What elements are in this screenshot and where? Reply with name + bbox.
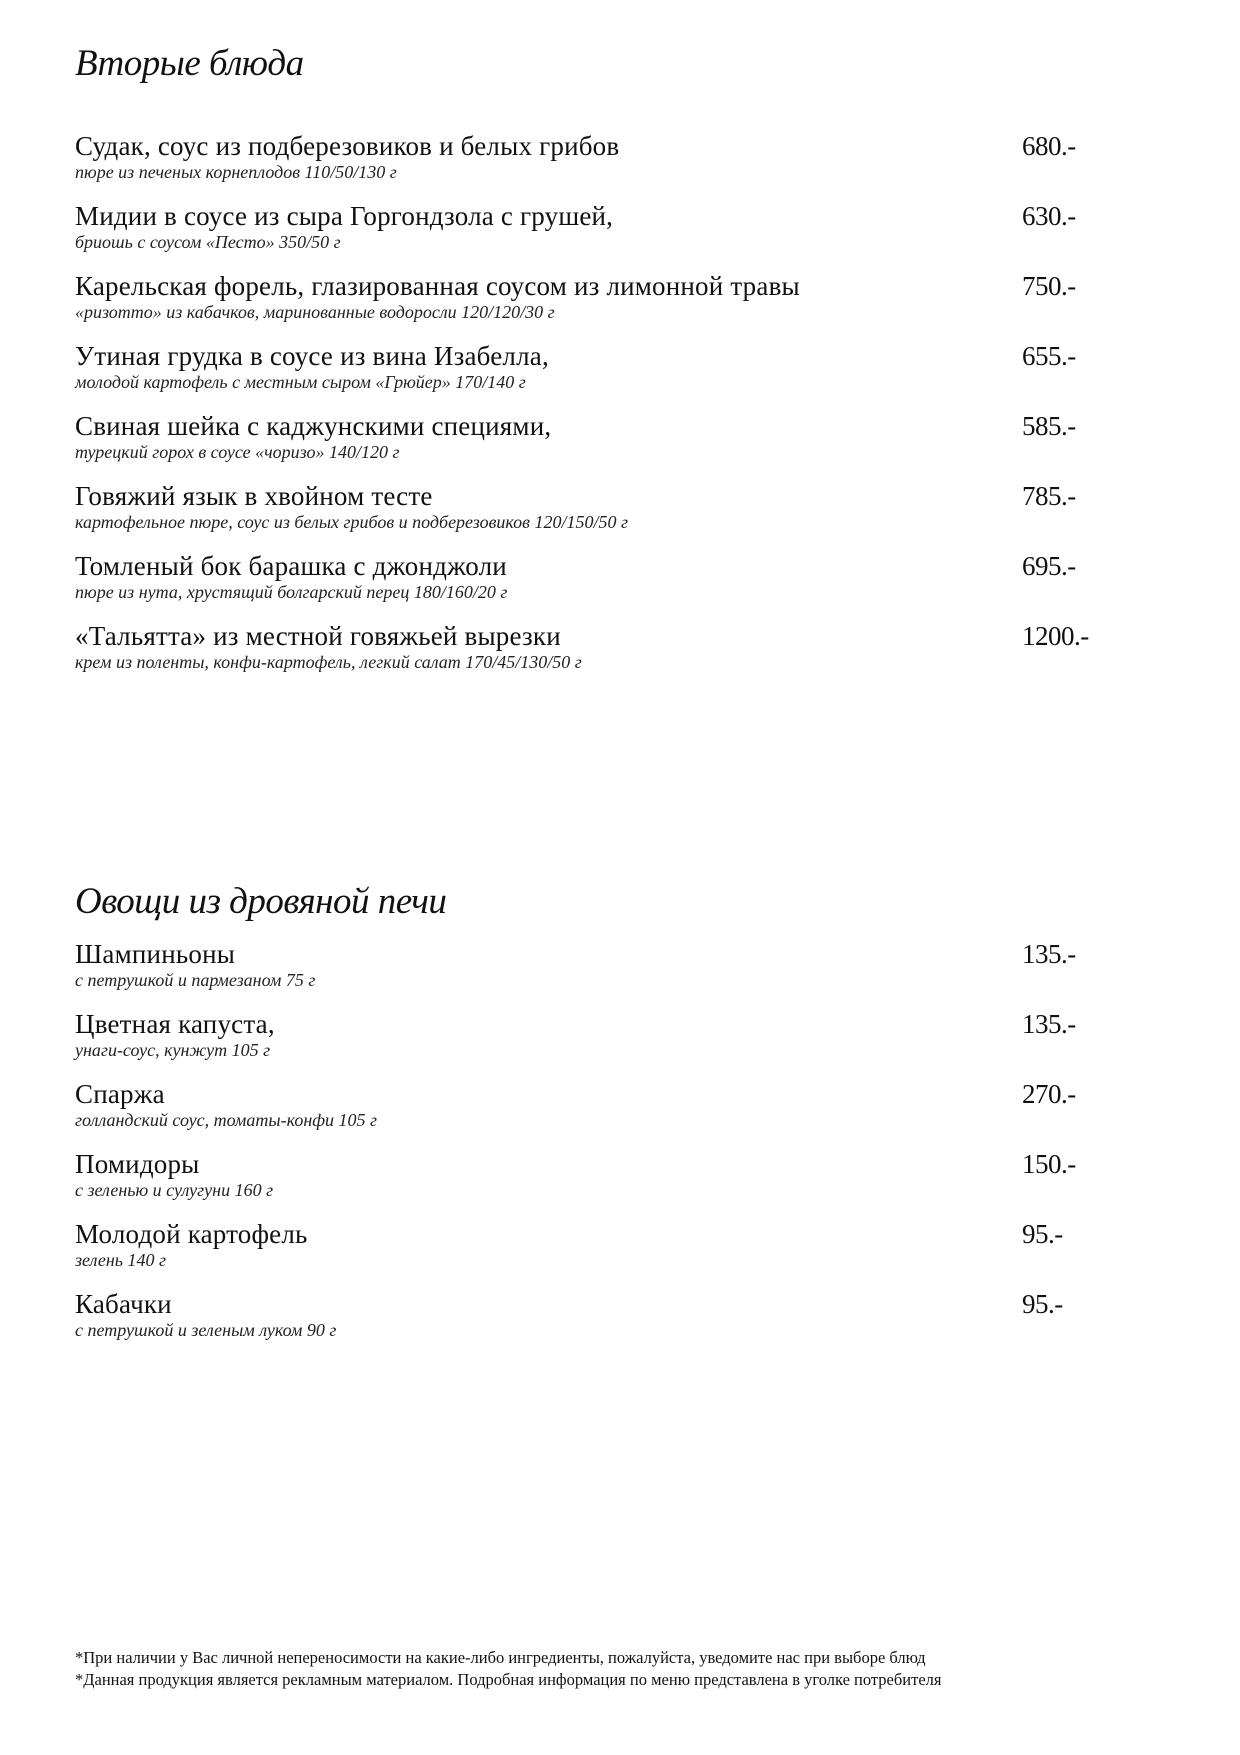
menu-item — [75, 1079, 1125, 1149]
dish-description: зелень 140 г — [75, 1250, 166, 1270]
dish-description: «ризотто» из кабачков, маринованные водоросли 120/120/30 г — [75, 302, 555, 322]
menu-item — [75, 939, 1125, 1009]
dish-name: Шампиньоны — [75, 939, 236, 969]
menu-item — [75, 1149, 1125, 1219]
dish-price: 655.- — [1022, 341, 1076, 371]
dish-name: Помидоры — [75, 1149, 200, 1179]
dish-name: «Тальятта» из местной говяжьей вырезки — [75, 621, 561, 651]
dish-description: бриошь с соусом «Песто» 350/50 г — [75, 232, 341, 252]
menu-item — [75, 341, 1125, 411]
dish-price: 135.- — [1022, 939, 1076, 969]
footnote-advertising: *Данная продукция является рекламным материалом. Подробная информация по меню представлена в уголке потребителя — [75, 1670, 942, 1689]
dish-price: 95.- — [1022, 1219, 1063, 1249]
dish-name: Мидии в соусе из сыра Горгондзола с грушей, — [75, 201, 614, 231]
dish-name: Спаржа — [75, 1079, 165, 1109]
menu-item — [75, 1219, 1125, 1289]
dish-name: Карельская форель, глазированная соусом из лимонной травы — [75, 271, 800, 301]
dish-name: Томленый бок барашка с джонджоли — [75, 551, 507, 581]
dish-price: 270.- — [1022, 1079, 1076, 1109]
menu-item — [75, 1289, 1125, 1359]
dish-price: 630.- — [1022, 201, 1076, 231]
menu-item — [75, 621, 1125, 691]
dish-description: голландский соус, томаты-конфи 105 г — [75, 1110, 378, 1130]
dish-name: Кабачки — [75, 1289, 172, 1319]
dish-price: 95.- — [1022, 1289, 1063, 1319]
dish-price: 695.- — [1022, 551, 1076, 581]
dish-price: 135.- — [1022, 1009, 1076, 1039]
dish-description: унаги-соус, кунжут 105 г — [75, 1040, 271, 1060]
dish-description: пюре из печеных корнеплодов 110/50/130 г — [75, 162, 397, 182]
footnotes — [75, 1647, 1175, 1691]
dish-description: с петрушкой и пармезаном 75 г — [75, 970, 316, 990]
menu-item — [75, 481, 1125, 551]
menu-item — [75, 551, 1125, 621]
section-title-main-courses: Вторые блюда — [75, 43, 304, 84]
main-courses-list — [75, 131, 1125, 691]
menu-item — [75, 1009, 1125, 1079]
dish-price: 1200.- — [1022, 621, 1089, 651]
dish-description: крем из поленты, конфи-картофель, легкий салат 170/45/130/50 г — [75, 652, 582, 672]
dish-description: картофельное пюре, соус из белых грибов и подберезовиков 120/150/50 г — [75, 512, 628, 532]
dish-description: с петрушкой и зеленым луком 90 г — [75, 1320, 337, 1340]
dish-name: Утиная грудка в соусе из вина Изабелла, — [75, 341, 549, 371]
footnote-allergy: *При наличии у Вас личной непереносимости на какие-либо ингредиенты, пожалуйста, уведомите нас при выборе блюд — [75, 1648, 926, 1667]
dish-price: 680.- — [1022, 131, 1076, 161]
dish-name: Судак, соус из подберезовиков и белых грибов — [75, 131, 620, 161]
dish-description: молодой картофель с местным сыром «Грюйер» 170/140 г — [75, 372, 526, 392]
menu-item — [75, 271, 1125, 341]
section-title-wood-oven-vegetables: Овощи из дровяной печи — [75, 881, 447, 922]
dish-price: 785.- — [1022, 481, 1076, 511]
dish-price: 585.- — [1022, 411, 1076, 441]
dish-description: с зеленью и сулугуни 160 г — [75, 1180, 274, 1200]
dish-description: турецкий горох в соусе «чоризо» 140/120 г — [75, 442, 400, 462]
dish-description: пюре из нута, хрустящий болгарский перец 180/160/20 г — [75, 582, 508, 602]
dish-name: Говяжий язык в хвойном тесте — [75, 481, 433, 511]
dish-name: Молодой картофель — [75, 1219, 308, 1249]
menu-item — [75, 131, 1125, 201]
menu-item — [75, 201, 1125, 271]
vegetables-list — [75, 939, 1125, 1359]
menu-item — [75, 411, 1125, 481]
dish-name: Свиная шейка с каджунскими специями, — [75, 411, 552, 441]
dish-name: Цветная капуста, — [75, 1009, 275, 1039]
dish-price: 750.- — [1022, 271, 1076, 301]
dish-price: 150.- — [1022, 1149, 1076, 1179]
